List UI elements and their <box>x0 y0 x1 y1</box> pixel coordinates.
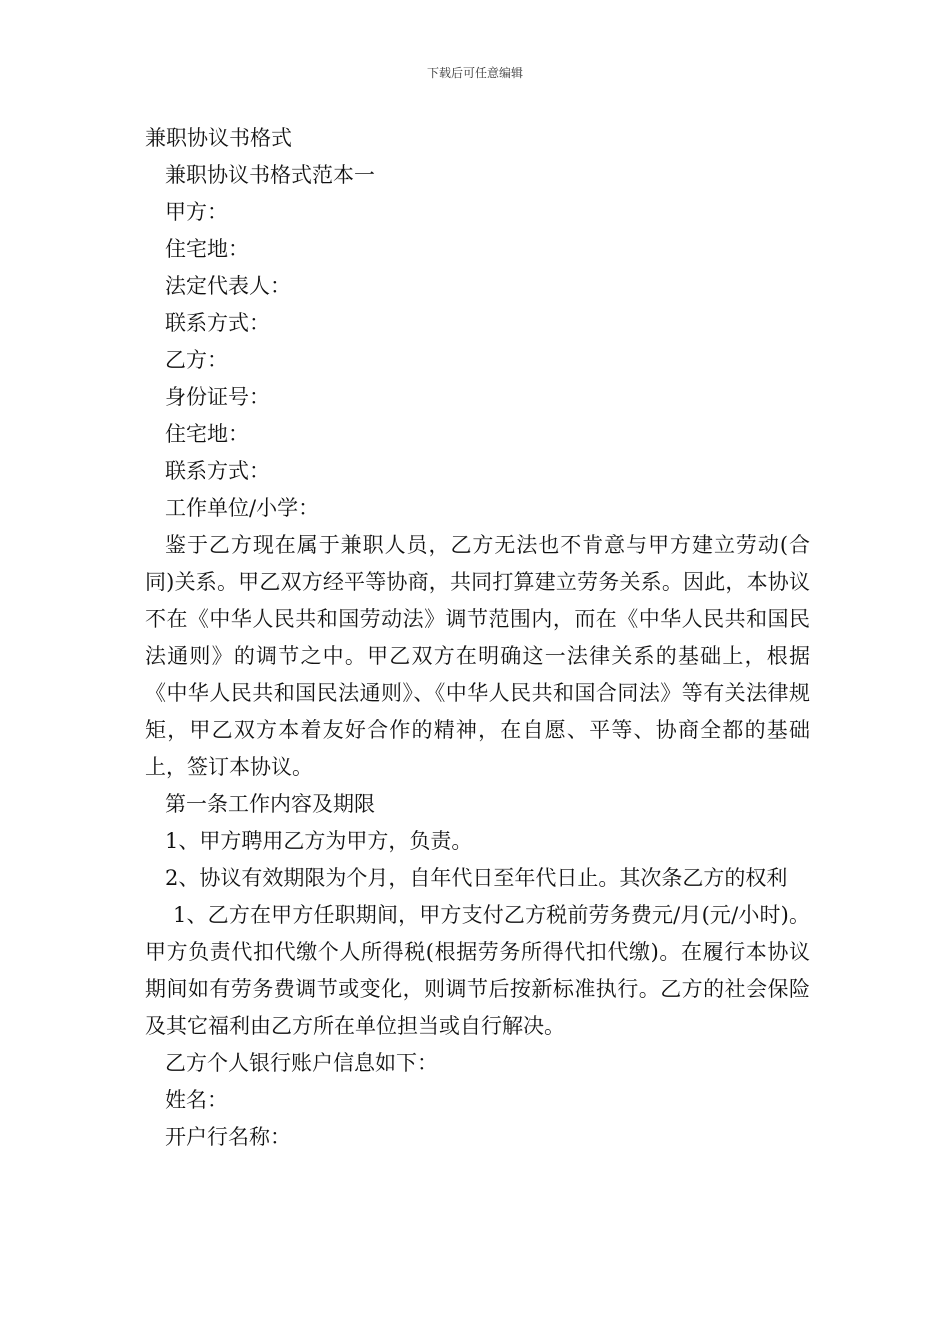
party-a-label: 甲方： <box>165 200 228 224</box>
document-subtitle: 兼职协议书格式范本一 <box>165 163 375 187</box>
bank-branch-label: 开户行名称： <box>165 1125 291 1149</box>
bank-info-heading: 乙方个人银行账户信息如下： <box>165 1051 438 1075</box>
article-1-heading: 第一条工作内容及期限 <box>165 792 375 816</box>
party-b-id-label: 身份证号： <box>165 385 270 409</box>
page-header: 下载后可任意编辑 <box>426 66 523 80</box>
party-b-contact-label: 联系方式： <box>165 459 270 483</box>
party-a-address-label: 住宅地： <box>165 237 249 261</box>
article-1-item-1: 1、甲方聘用乙方为甲方，负责。 <box>165 829 473 853</box>
party-b-label: 乙方： <box>165 348 228 372</box>
party-b-address-label: 住宅地： <box>165 422 249 446</box>
article-1-item-2: 2、协议有效期限为个月，自年代日至年代日止。其次条乙方的权利 <box>165 866 788 890</box>
party-a-legal-rep-label: 法定代表人： <box>165 274 291 298</box>
document-body <box>145 120 810 1156</box>
party-b-workplace-label: 工作单位/小学： <box>165 496 320 520</box>
party-a-contact-label: 联系方式： <box>165 311 270 335</box>
preamble-paragraph: 鉴于乙方现在属于兼职人员，乙方无法也不肯意与甲方建立劳动(合同)关系。甲乙双方经平等协商，共同打算建立劳务关系。因此，本协议不在《中华人民共和国劳动法》调节范围内，而在《中华人民共和国民法通则》的调节之中。甲乙双方在明确这一法律关系的基础上，根据《中华人民共和国民法通则》、《中华人民共和国合同法》等有关法律规矩，甲乙双方本着友好合作的精神，在自愿、平等、协商全都的基础上，签订本协议。 <box>145 533 810 779</box>
document-title: 兼职协议书格式 <box>145 126 292 150</box>
article-2-item-1: 1、乙方在甲方任职期间，甲方支付乙方税前劳务费元/月(元/小时)。甲方负责代扣代缴个人所得税(根据劳务所得代扣代缴)。在履行本协议期间如有劳务费调节或变化，则调节后按新标准执行。乙方的社会保险及其它福利由乙方所在单位担当或自行解决。 <box>145 903 810 1038</box>
bank-account-name-label: 姓名： <box>165 1088 228 1112</box>
